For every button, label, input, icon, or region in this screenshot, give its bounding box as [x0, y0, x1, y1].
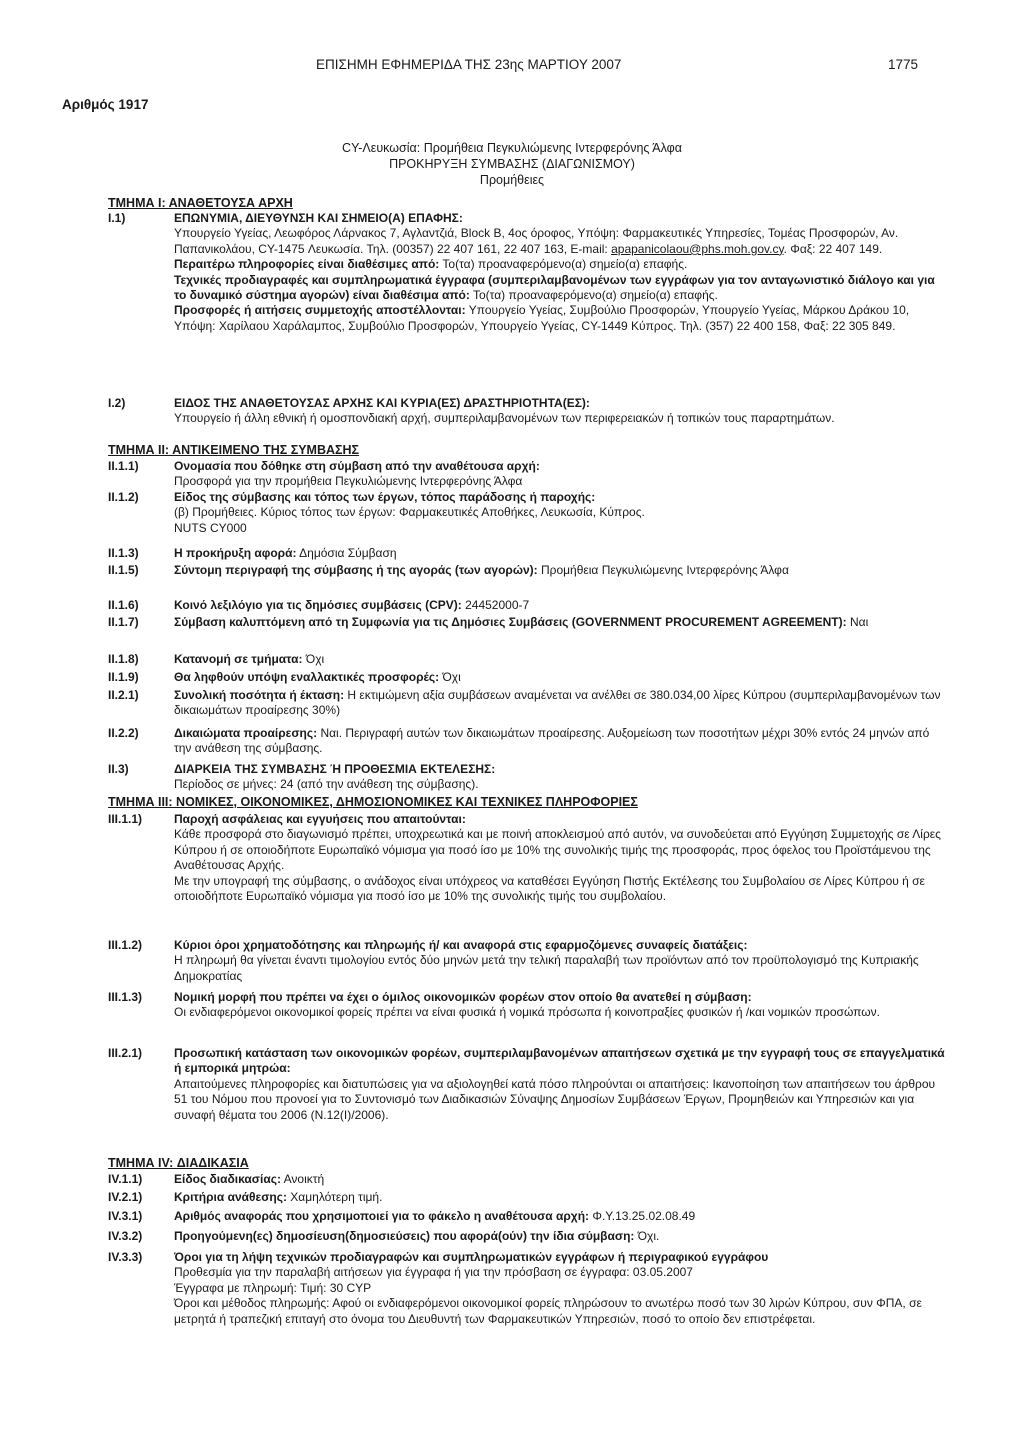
item-text: 24452000-7: [461, 598, 530, 612]
item-heading: Όροι για τη λήψη τεχνικών προδιαγραφών και συμπληρωματικών εγγράφων ή περιγραφικού εγγράφου: [174, 1250, 769, 1264]
specs-heading: Τεχνικές προδιαγραφές και συμπληρωματικά έγγραφα (συμπεριλαμβανομένων των εγγράφων για τον ανταγωνιστικό διάλογο και για το δυναμικό σύστημα αγορών) είναι διαθέσιμα από:: [174, 272, 935, 303]
item-text: Προθεσμία για την παραλαβή αιτήσεων για έγγραφα ή για την πρόσβαση σε έγγραφα: 03.05.2007: [174, 1265, 693, 1280]
item-text: Η πληρωμή θα γίνεται έναντι τιμολογίου εντός δύο μηνών μετά την τελική παραλαβή των προϊόντων από τον προϋπολογισμό της Κυπριακής Δημοκρατίας: [174, 953, 919, 983]
item-number: IV.2.1): [108, 1190, 143, 1204]
item-heading: ΕΙΔΟΣ ΤΗΣ ΑΝΑΘΕΤΟΥΣΑΣ ΑΡΧΗΣ ΚΑΙ ΚΥΡΙΑ(ΕΣ) ΔΡΑΣΤΗΡΙΟΤΗΤΑ(ΕΣ):: [174, 396, 590, 410]
item-text: Προσφορά για την προμήθεια Πεγκυλιώμενης Ιντερφερόνης Άλφα: [174, 474, 523, 489]
item-i-2: [108, 396, 948, 427]
item-heading: Παροχή ασφάλειας και εγγυήσεις που απαιτούνται:: [174, 812, 466, 826]
item-ii-1-3: [108, 546, 948, 561]
item-number: ΙΙ.1.8): [108, 652, 139, 666]
item-iv-2-1: [108, 1190, 948, 1205]
item-number: ΙΙ.1.7): [108, 615, 139, 629]
tenders-heading: Προσφορές ή αιτήσεις συμμετοχής αποστέλλονται:: [174, 303, 466, 318]
item-heading: Συνολική ποσότητα ή έκταση:: [174, 688, 345, 702]
item-number: IV.3.3): [108, 1250, 143, 1264]
item-number: ΙΙ.1.6): [108, 598, 139, 612]
item-number: ΙΙΙ.1.3): [108, 990, 143, 1004]
address-text: Υπουργείο Υγείας, Λεωφόρος Λάρνακος 7, Αγλαντζιά, Block Β, 4ος όροφος, Υπόψη: Φαρμακευτικές Υπηρεσίες, Τομέας Προσφορών, Αν. Παπανικολάου, CY-1475 Λευκωσία. Τηλ. (00357) 22 407 161, 22 407 163, E-mail:: [174, 226, 899, 256]
item-number: Ι.1): [108, 211, 126, 225]
item-heading: Κριτήρια ανάθεσης:: [174, 1190, 287, 1204]
item-text-2: Έγγραφα με πληρωμή: Τιμή: 30 CYP: [174, 1280, 372, 1295]
item-text: Απαιτούμενες πληροφορίες και διατυπώσεις για να αξιολογηθεί κατά πόσο πληρούνται οι απαιτήσεις: Ικανοποίηση των απαιτήσεων του άρθρου 51 του Νόμου που προνοεί για το Συντονισμό των Διαδικασιών Σύναψης Δημοσίων Συμβάσεων Έργων, Προμηθειών και Υπηρεσιών και για συναφή θέματα του 2006 (Ν.12(Ι)/2006).: [174, 1076, 936, 1122]
item-text: Ναι. Περιγραφή αυτών των δικαιωμάτων προαίρεσης. Αυξομείωση των ποσοτήτων μέχρι 30% εντός 24 μηνών από την ανάθεση της σύμβασης.: [174, 726, 930, 756]
item-heading: Σύμβαση καλυπτόμενη από τη Συμφωνία για τις Δημόσιες Συμβάσεις (GOVERNMENT PROCUREMENT AGREEMENT):: [174, 615, 847, 629]
item-ii-1-7: [108, 615, 948, 630]
item-ii-1-9: [108, 670, 948, 685]
item-iii-1-1: [108, 812, 948, 904]
item-text: Φ.Υ.13.25.02.08.49: [589, 1209, 696, 1223]
gazette-title: ΕΠΙΣΗΜΗ ΕΦΗΜΕΡΙΔΑ ΤΗΣ 23ης ΜΑΡΤΙΟΥ 2007: [316, 57, 622, 72]
item-text: Όχι: [302, 652, 325, 666]
item-number: ΙΙ.1.3): [108, 546, 139, 560]
item-ii-1-8: [108, 652, 948, 667]
item-text: Ανοικτή: [280, 1172, 325, 1186]
item-text: Η εκτιμώμενη αξία συμβάσεων αναμένεται να ανέλθει σε 380.034,00 λίρες Κύπρου (συμπεριλαμβανομένων των δικαιωμάτων προαίρεσης 30%): [174, 688, 941, 718]
item-heading: Θα ληφθούν υπόψη εναλλακτικές προσφορές:: [174, 670, 440, 684]
item-number: IV.1.1): [108, 1172, 143, 1186]
item-heading: Προηγούμενη(ες) δημοσίευση(δημοσιεύσεις) που αφορά(ούν) την ίδια σύμβαση:: [174, 1229, 635, 1243]
item-text: Χαμηλότερη τιμή.: [286, 1190, 383, 1204]
item-iii-1-3: [108, 990, 948, 1021]
nuts-code: NUTS CY000: [174, 520, 247, 535]
item-text: Ναι: [846, 615, 869, 629]
item-number: ΙΙ.2.2): [108, 726, 139, 740]
item-heading: ΕΠΩΝΥΜΙΑ, ΔΙΕΥΘΥΝΣΗ ΚΑΙ ΣΗΜΕΙΟ(Α) ΕΠΑΦΗΣ:: [174, 211, 463, 225]
item-ii-1-6: [108, 598, 948, 613]
item-ii-1-2: [108, 490, 948, 536]
tenders-text: Υπουργείο Υγείας, Συμβούλιο Προσφορών, Υπουργείο Υγείας, Μάρκου Δράκου 10, Υπόψη: Χαρίλαου Χαράλαμπος, Συμβούλιο Προσφορών, Υπουργείο Υγείας, CY-1449 Κύπρος. Τηλ. (357) 22 400 158, Φαξ: 22 305 849.: [174, 303, 910, 333]
section-1-heading: ΤΜΗΜΑ Ι: ΑΝΑΘΕΤΟΥΣΑ ΑΡΧΗ: [108, 196, 293, 210]
item-ii-2-2: [108, 726, 948, 757]
item-iv-3-3: [108, 1250, 948, 1327]
item-number: ΙΙΙ.2.1): [108, 1046, 143, 1060]
item-heading: Κοινό λεξιλόγιο για τις δημόσιες συμβάσεις (CPV):: [174, 598, 462, 612]
item-heading: Είδος της σύμβασης και τόπος των έργων, τόπος παράδοσης ή παροχής:: [174, 490, 596, 504]
notice-title: CY-Λευκωσία: Προμήθεια Πεγκυλιώμενης Ιντερφερόνης Άλφα: [342, 141, 682, 155]
item-heading: Δικαιώματα προαίρεσης:: [174, 726, 318, 740]
item-ii-3: [108, 762, 948, 793]
item-heading: Αριθμός αναφοράς που χρησιμοποιεί για το φάκελο η αναθέτουσα αρχή:: [174, 1209, 590, 1223]
item-text: Δημόσια Σύμβαση: [296, 546, 397, 560]
item-iii-1-2: [108, 938, 948, 984]
item-number: ΙΙ.1.2): [108, 490, 139, 504]
item-number: ΙΙΙ.1.1): [108, 812, 143, 826]
item-heading: Νομική μορφή που πρέπει να έχει ο όμιλος οικονομικών φορέων στον οποίο θα ανατεθεί η σύμβαση:: [174, 990, 752, 1004]
further-info-heading: Περαιτέρω πληροφορίες είναι διαθέσιμες από:: [174, 257, 440, 272]
issue-number: Αριθμός 1917: [62, 97, 149, 112]
item-heading: ΔΙΑΡΚΕΙΑ ΤΗΣ ΣΥΜΒΑΣΗΣ Ή ΠΡΟΘΕΣΜΙΑ ΕΚΤΕΛΕΣΗΣ:: [174, 762, 496, 776]
item-ii-1-5: [108, 563, 948, 578]
fax-text: . Φαξ: 22 407 149.: [783, 241, 883, 256]
item-text-3: Όροι και μέθοδος πληρωμής: Αφού οι ενδιαφερόμενοι οικονομικοί φορείς πληρώσουν το ανωτέρω ποσό των 30 λιρών Κύπρου, συν ΦΠΑ, σε μετρητά ή τραπεζική επιταγή στο όνομα του Διευθυντή των Φαρμακευτικών Υπηρεσιών, ποσό το οποίο δεν επιστρέφεται.: [174, 1296, 922, 1326]
item-number: IV.3.2): [108, 1229, 143, 1243]
item-heading: Σύντομη περιγραφή της σύμβασης ή της αγοράς (των αγορών):: [174, 563, 538, 577]
item-number: ΙΙ.3): [108, 762, 129, 776]
item-heading: Είδος διαδικασίας:: [174, 1172, 281, 1186]
item-number: ΙΙ.2.1): [108, 688, 139, 702]
notice-category: Προμήθειες: [479, 173, 545, 187]
item-heading: Κατανομή σε τμήματα:: [174, 652, 303, 666]
item-heading: Η προκήρυξη αφορά:: [174, 546, 297, 560]
item-number: ΙΙ.1.5): [108, 563, 139, 577]
item-text: Οι ενδιαφερόμενοι οικονομικοί φορείς πρέπει να είναι φυσικά ή νομικά πρόσωπα ή κοινοπραξίες φυσικών ή /και νομικών προσώπων.: [174, 1005, 880, 1020]
item-number: Ι.2): [108, 396, 126, 410]
item-iii-2-1: [108, 1046, 948, 1123]
item-iv-3-2: [108, 1229, 948, 1244]
item-heading: Κύριοι όροι χρηματοδότησης και πληρωμής ή/ και αναφορά στις εφαρμοζόμενες συναφείς διατάξεις:: [174, 938, 748, 952]
further-info-text: Το(τα) προαναφερόμενο(α) σημείο(α) επαφής.: [439, 257, 688, 272]
item-number: ΙΙ.1.9): [108, 670, 139, 684]
section-4-heading: ΤΜΗΜΑ IV: ΔΙΑΔΙΚΑΣΙΑ: [108, 1156, 249, 1170]
item-number: ΙΙΙ.1.2): [108, 938, 143, 952]
item-heading: Ονομασία που δόθηκε στη σύμβαση από την αναθέτουσα αρχή:: [174, 459, 540, 473]
item-ii-1-1: [108, 459, 948, 490]
item-text: (β) Προμήθειες. Κύριος τόπος των έργων: Φαρμακευτικές Αποθήκες, Λευκωσία, Κύπρος.: [174, 505, 645, 520]
item-text: Κάθε προσφορά στο διαγωνισμό πρέπει, υποχρεωτικά και με ποινή αποκλεισμού από αυτόν, να συνοδεύεται από Εγγύηση Συμμετοχής σε Λίρες Κύπρου ή σε οποιοδήποτε Ευρωπαϊκό νόμισμα για ποσό ίσο με 10% της συνολικής τιμής της προσφοράς, προς όφελος του Προϊστάμενου της Αναθέτουσας Αρχής.: [174, 827, 941, 873]
item-text: Όχι: [439, 670, 461, 684]
item-text-2: Με την υπογραφή της σύμβασης, ο ανάδοχος είναι υπόχρεος να καταθέσει Εγγύηση Πιστής Εκτέλεσης του Συμβολαίου σε Λίρες Κύπρου ή σε οποιοδήποτε Ευρωπαϊκό νόμισμα για ποσό ίσο με 10% της συνολικής τιμής του συμβολαίου.: [174, 873, 925, 904]
page-number: 1775: [888, 57, 919, 72]
section-3-heading: ΤΜΗΜΑ ΙΙΙ: ΝΟΜΙΚΕΣ, ΟΙΚΟΝΟΜΙΚΕΣ, ΔΗΜΟΣΙΟΝΟΜΙΚΕΣ ΚΑΙ ΤΕΧΝΙΚΕΣ ΠΛΗΡΟΦΟΡΙΕΣ: [108, 795, 638, 809]
section-2-heading: ΤΜΗΜΑ ΙΙ: ΑΝΤΙΚΕΙΜΕΝΟ ΤΗΣ ΣΥΜΒΑΣΗΣ: [108, 443, 360, 457]
email-link[interactable]: apapanicolaou@phs.moh.gov.cy: [611, 241, 784, 256]
item-text: Όχι.: [634, 1229, 660, 1243]
item-i-1: [108, 211, 948, 334]
notice-type: ΠΡΟΚΗΡΥΞΗ ΣΥΜΒΑΣΗΣ (ΔΙΑΓΩΝΙΣΜΟΥ): [389, 157, 635, 171]
specs-text: Το(τα) προαναφερόμενο(α) σημείο(α) επαφής.: [469, 288, 718, 303]
item-text: Υπουργείο ή άλλη εθνική ή ομοσπονδιακή αρχή, συμπεριλαμβανομένων των περιφερειακών ή τοπικών τους παραρτημάτων.: [174, 411, 835, 426]
item-ii-2-1: [108, 688, 948, 719]
item-number: ΙΙ.1.1): [108, 459, 139, 473]
item-text: [174, 226, 948, 257]
item-text: Προμήθεια Πεγκυλιώμενης Ιντερφερόνης Άλφα: [537, 563, 789, 577]
item-iv-3-1: [108, 1209, 948, 1224]
item-iv-1-1: [108, 1172, 948, 1187]
item-text: Περίοδος σε μήνες: 24 (από την ανάθεση της σύμβασης).: [174, 777, 479, 792]
item-heading: Προσωπική κατάσταση των οικονομικών φορέων, συμπεριλαμβανομένων απαιτήσεων σχετικά με την εγγραφή τους σε επαγγελματικά ή εμπορικά μητρώα:: [174, 1046, 945, 1076]
item-number: IV.3.1): [108, 1209, 143, 1223]
